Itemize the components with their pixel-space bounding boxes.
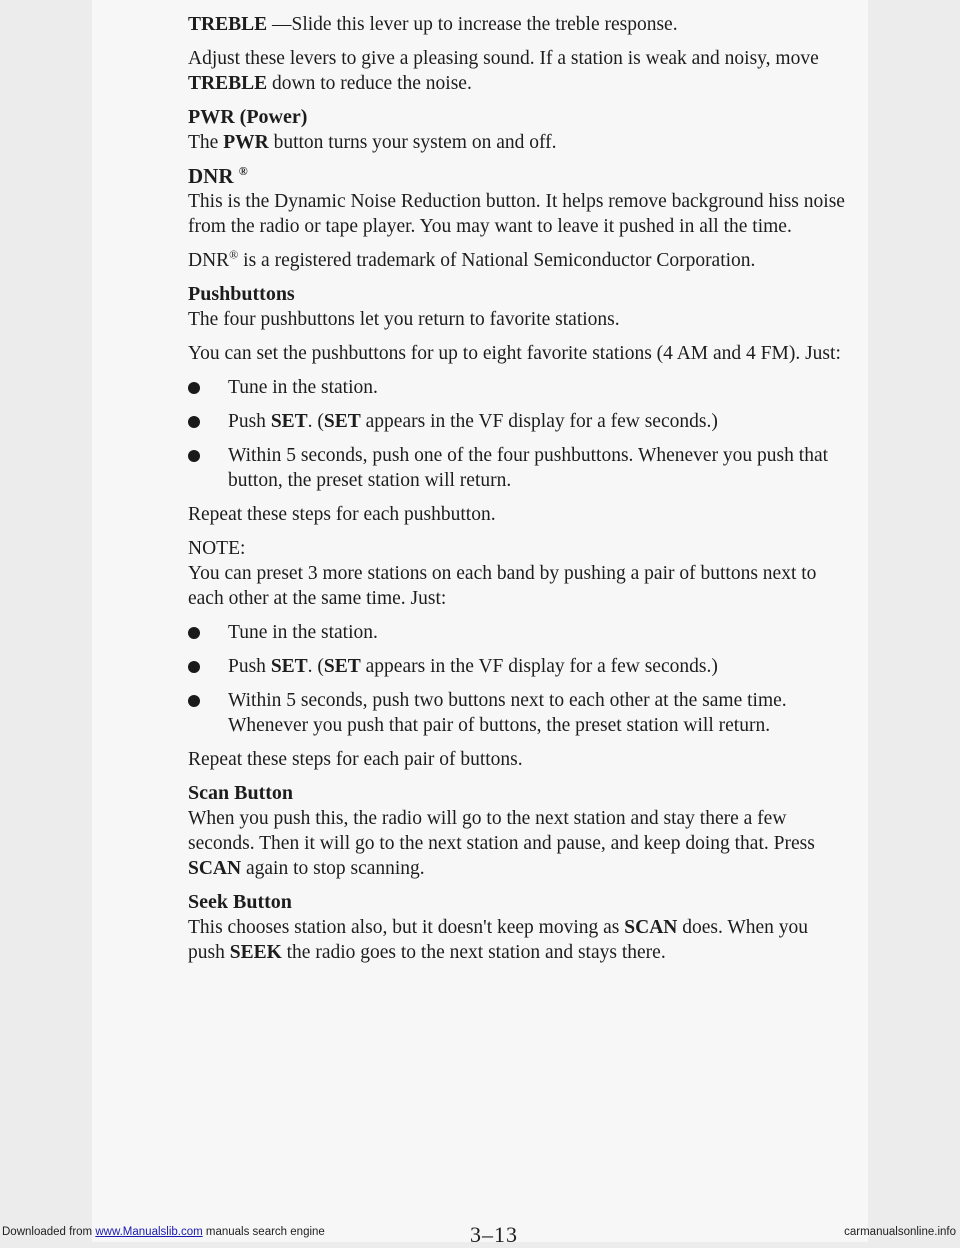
treble-label: TREBLE: [188, 14, 268, 35]
pwr-section: PWR (Power) The PWR button turns your system on and off.: [188, 105, 848, 155]
treble-paragraph: TREBLE —Slide this lever up to increase the treble response.: [188, 14, 678, 35]
pushbuttons-intro: You can set the pushbuttons for up to eight favorite stations (4 AM and 4 FM). Just:: [188, 343, 841, 364]
pushbuttons-steps: [188, 375, 848, 493]
bullet-icon: [188, 661, 200, 673]
note-label: NOTE:: [188, 538, 246, 559]
dnr-section: DNR ® This is the Dynamic Noise Reduction button. It helps remove background hiss noise from the radio or tape player. You may want to leave it pushed in all the time.: [188, 164, 848, 239]
registered-mark: ®: [238, 164, 248, 178]
page-content: [188, 12, 848, 974]
note-section: NOTE: You can preset 3 more stations on each band by pushing a pair of buttons next to each other at the same time. Just:: [188, 536, 848, 611]
list-item: Within 5 seconds, push two buttons next to each other at the same time. Whenever you push that pair of buttons, the preset station will return.: [188, 688, 848, 738]
pushbuttons-section: Pushbuttons The four pushbuttons let you return to favorite stations.: [188, 282, 848, 332]
list-item: Push SET. (SET appears in the VF display for a few seconds.): [188, 409, 848, 434]
watermark-text: carmanualsonline.info: [844, 1226, 956, 1238]
list-item: Tune in the station.: [188, 375, 848, 400]
pushbuttons-repeat: Repeat these steps for each pushbutton.: [188, 504, 496, 525]
bullet-icon: [188, 382, 200, 394]
bullet-icon: [188, 695, 200, 707]
note-steps: [188, 620, 848, 738]
seek-heading: Seek Button: [188, 891, 292, 913]
scan-section: Scan Button When you push this, the radio will go to the next station and stay there a few seconds. Then it will go to the next station and pause, and keep doing that. Press SCAN again to stop scanning.: [188, 781, 848, 881]
list-item: Push SET. (SET appears in the VF display for a few seconds.): [188, 654, 848, 679]
note-repeat: Repeat these steps for each pair of buttons.: [188, 749, 523, 770]
pushbuttons-heading: Pushbuttons: [188, 283, 295, 305]
manual-page: [92, 0, 868, 1242]
manualslib-link[interactable]: www.Manualslib.com: [95, 1226, 203, 1238]
dnr-heading: DNR ®: [188, 164, 248, 188]
scan-heading: Scan Button: [188, 782, 294, 804]
list-item: Within 5 seconds, push one of the four pushbuttons. Whenever you push that button, the preset station will return.: [188, 443, 848, 493]
page-number: 3–13: [470, 1222, 518, 1247]
download-credit: Downloaded from www.Manualslib.com manuals search engine: [2, 1226, 325, 1238]
adjust-paragraph: Adjust these levers to give a pleasing sound. If a station is weak and noisy, move TREBLE down to reduce the noise.: [188, 48, 819, 94]
list-item: Tune in the station.: [188, 620, 848, 645]
footer: [0, 1224, 960, 1242]
bullet-icon: [188, 450, 200, 462]
pwr-heading: PWR (Power): [188, 106, 308, 128]
bullet-icon: [188, 416, 200, 428]
dnr-trademark: DNR® is a registered trademark of National Semiconductor Corporation.: [188, 247, 756, 271]
seek-section: Seek Button This chooses station also, but it doesn't keep moving as SCAN does. When you push SEEK the radio goes to the next station and stays there.: [188, 890, 848, 965]
bullet-icon: [188, 627, 200, 639]
